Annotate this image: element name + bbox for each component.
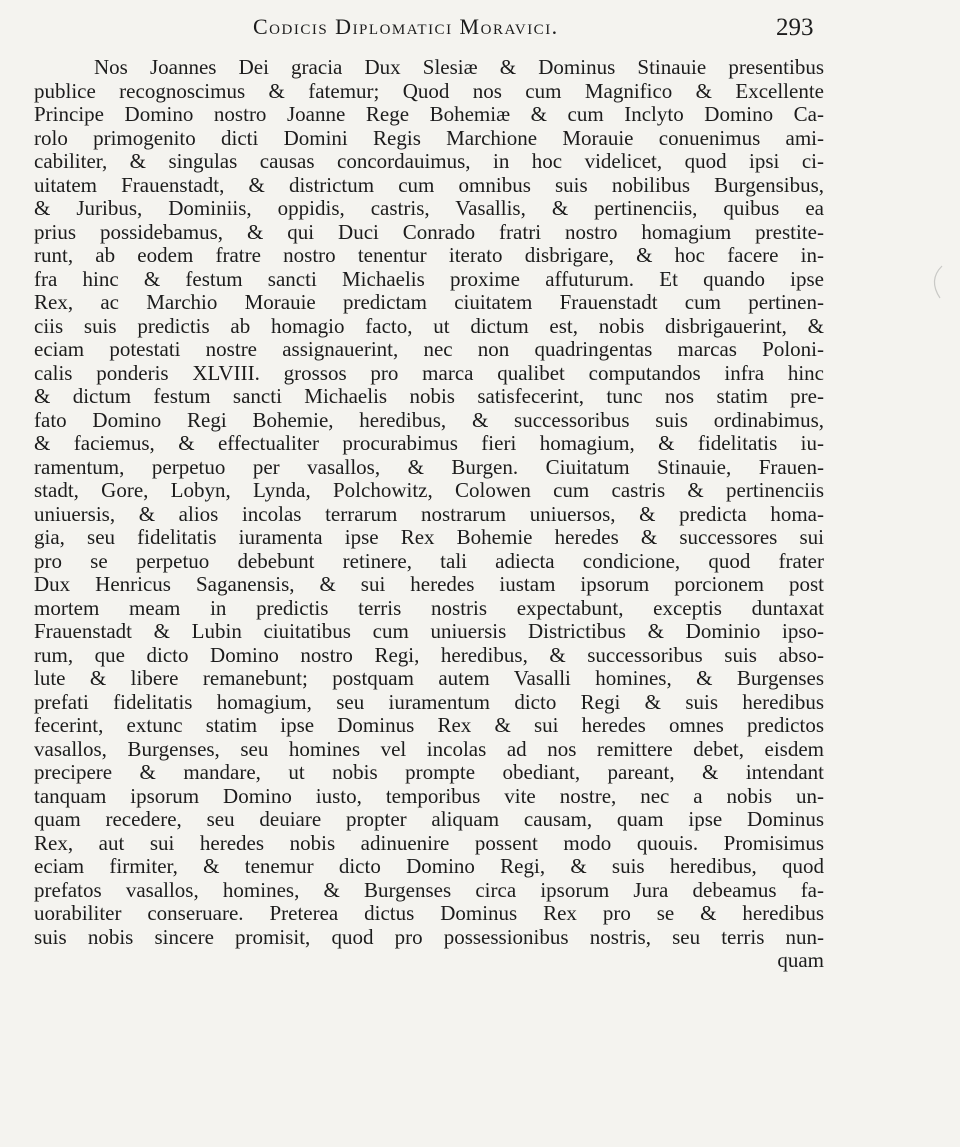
text-line: ciis suis predictis ab homagio facto, ut dictum est, nobis disbrigauerint, &: [34, 314, 824, 338]
text-line: suis nobis sincere promisit, quod pro possessionibus nostris, seu terris nun-: [34, 925, 824, 949]
text-line: stadt, Gore, Lobyn, Lynda, Polchowitz, Colowen cum castris & pertinenciis: [34, 479, 824, 502]
margin-mark-icon: [922, 262, 952, 302]
text-line: uorabiliter conseruare. Preterea dictus Dominus Rex pro se & heredibus: [34, 902, 824, 925]
text-line: fecerint, extunc statim ipse Dominus Rex & sui heredes omnes predictos: [34, 714, 824, 737]
text-line: Dux Henricus Saganensis, & sui heredes iustam ipsorum porcionem post: [34, 573, 824, 596]
text-line: rolo primogenito dicti Domini Regis Marchione Morauie conuenimus ami-: [34, 126, 824, 150]
text-line: & dictum festum sancti Michaelis nobis satisfecerint, tunc nos statim pre-: [34, 385, 824, 408]
text-line: eciam potestati nostre assignauerint, nec non quadringentas marcas Poloni-: [34, 338, 824, 361]
text-line: prius possidebamus, & qui Duci Conrado fratri nostro homagium prestite-: [34, 220, 824, 244]
text-line: Principe Domino nostro Joanne Rege Bohemiæ & cum Inclyto Domino Ca-: [34, 103, 824, 126]
text-line: uniuersis, & alios incolas terrarum nostrarum uniuersos, & predicta homa-: [34, 502, 824, 526]
text-line: fato Domino Regi Bohemie, heredibus, & successoribus suis ordinabimus,: [34, 408, 824, 432]
text-line: quam recedere, seu deuiare propter aliquam causam, quam ipse Dominus: [34, 808, 824, 831]
text-line: lute & libere remanebunt; postquam autem Vasalli homines, & Burgenses: [34, 667, 824, 690]
text-line: ramentum, perpetuo per vasallos, & Burgen. Ciuitatum Stinauie, Frauen-: [34, 455, 824, 479]
text-line: vasallos, Burgenses, seu homines vel incolas ad nos remittere debet, eisdem: [34, 737, 824, 761]
text-line: calis ponderis XLVIII. grossos pro marca qualibet computandos infra hinc: [34, 361, 824, 385]
text-line: precipere & mandare, ut nobis prompte obediant, pareant, & intendant: [34, 761, 824, 784]
text-line: Nos Joannes Dei gracia Dux Slesiæ & Dominus Stinauie presentibus: [94, 56, 824, 79]
text-line: publice recognoscimus & fatemur; Quod nos cum Magnifico & Excellente: [34, 79, 824, 103]
text-line: cabiliter, & singulas causas concordauimus, in hoc videlicet, quod ipsi ci-: [34, 150, 824, 173]
page-header: [0, 12, 960, 44]
text-line: & faciemus, & effectualiter procurabimus fieri homagium, & fidelitatis iu-: [34, 432, 824, 455]
running-head: Codicis Diplomatici Moravici.: [253, 14, 559, 39]
text-line: & Juribus, Dominiis, oppidis, castris, Vasallis, & pertinenciis, quibus ea: [34, 197, 824, 220]
page-number: 293: [776, 14, 814, 41]
text-line: pro se perpetuo debebunt retinere, tali adiecta condicione, quod frater: [34, 549, 824, 573]
catchword: quam: [777, 949, 824, 972]
text-line: fra hinc & festum sancti Michaelis proxime affuturum. Et quando ipse: [34, 267, 824, 291]
text-line: runt, ab eodem fratre nostro tenentur iterato disbrigare, & hoc facere in-: [34, 244, 824, 267]
text-line: uitatem Frauenstadt, & districtum cum omnibus suis nobilibus Burgensibus,: [34, 173, 824, 197]
text-line: rum, que dicto Domino nostro Regi, heredibus, & successoribus suis abso-: [34, 643, 824, 667]
charter-text: [34, 56, 824, 973]
text-line: tanquam ipsorum Domino iusto, temporibus vite nostre, nec a nobis un-: [34, 784, 824, 808]
text-line: prefatos vasallos, homines, & Burgenses circa ipsorum Jura debeamus fa-: [34, 878, 824, 902]
text-line: Frauenstadt & Lubin ciuitatibus cum uniuersis Districtibus & Dominio ipso-: [34, 620, 824, 643]
text-line: prefati fidelitatis homagium, seu iuramentum dicto Regi & suis heredibus: [34, 690, 824, 714]
text-line: mortem meam in predictis terris nostris expectabunt, exceptis duntaxat: [34, 596, 824, 620]
text-line: gia, seu fidelitatis iuramenta ipse Rex Bohemie heredes & successores sui: [34, 526, 824, 549]
text-line: eciam firmiter, & tenemur dicto Domino Regi, & suis heredibus, quod: [34, 855, 824, 878]
text-line: Rex, ac Marchio Morauie predictam ciuitatem Frauenstadt cum pertinen-: [34, 291, 824, 314]
text-line: Rex, aut sui heredes nobis adinuenire possent modo quouis. Promisimus: [34, 831, 824, 855]
